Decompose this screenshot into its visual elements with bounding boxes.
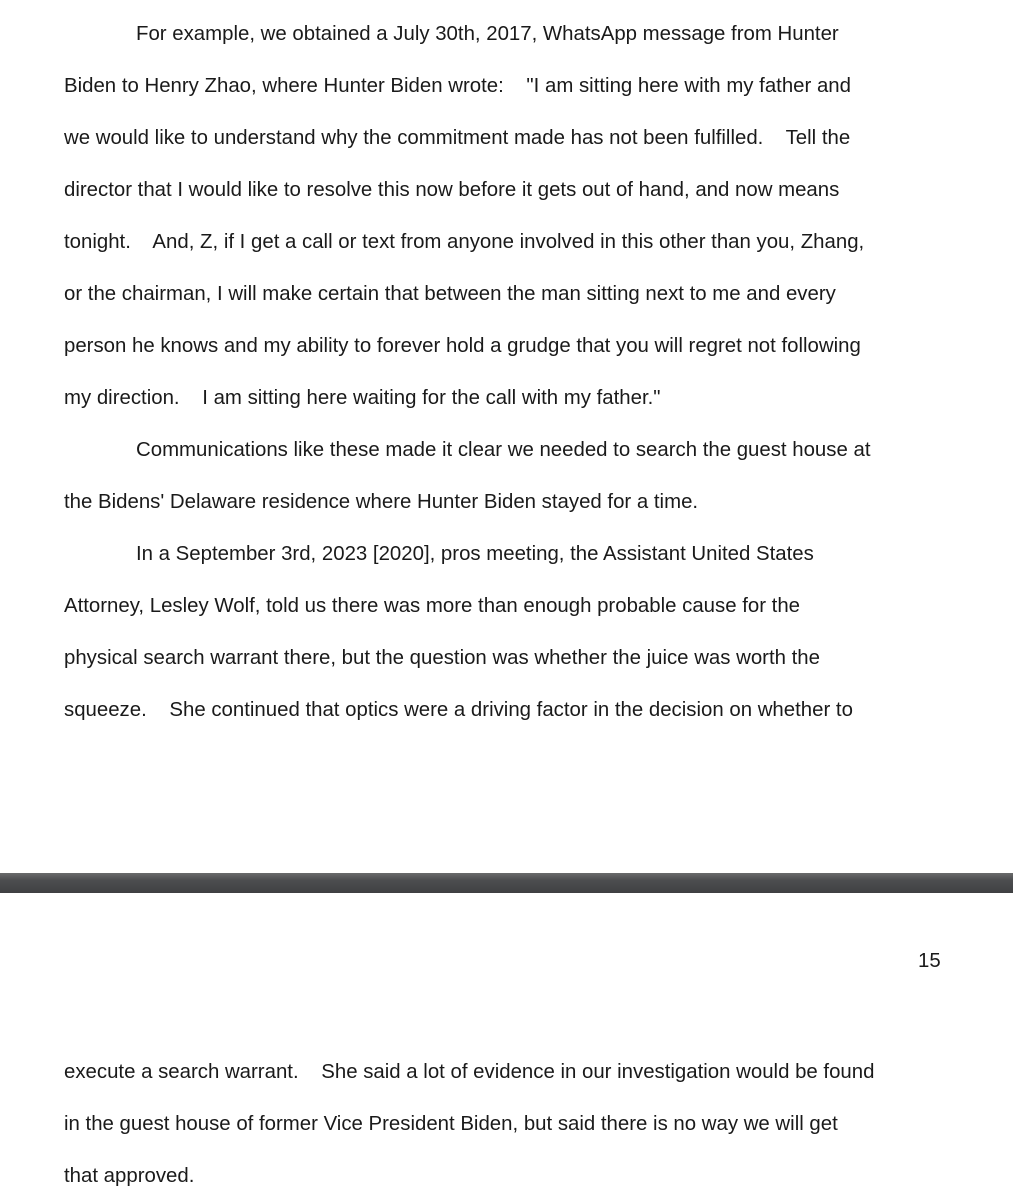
text-line: squeeze. She continued that optics were a driving factor in the decision on whether to [64,699,853,721]
document-page-lower [0,893,1013,1200]
text-line: Attorney, Lesley Wolf, told us there was more than enough probable cause for the [64,595,801,617]
text-line: that approved. [64,1165,195,1187]
page-number: 15 [918,950,941,972]
text-line: Biden to Henry Zhao, where Hunter Biden wrote: "I am sitting here with my father and [64,75,851,97]
page-break-divider [0,873,1013,893]
text-line: tonight. And, Z, if I get a call or text from anyone involved in this other than you, Zhang, [64,231,865,253]
text-line: we would like to understand why the commitment made has not been fulfilled. Tell the [64,127,851,149]
text-line: my direction. I am sitting here waiting for the call with my father." [64,387,661,409]
text-line: the Bidens' Delaware residence where Hunter Biden stayed for a time. [64,491,699,513]
text-line: For example, we obtained a July 30th, 2017, WhatsApp message from Hunter [136,23,839,45]
text-line: Communications like these made it clear we needed to search the guest house at [136,439,871,461]
text-line: or the chairman, I will make certain that between the man sitting next to me and every [64,283,836,305]
text-line: physical search warrant there, but the question was whether the juice was worth the [64,647,820,669]
text-line: In a September 3rd, 2023 [2020], pros meeting, the Assistant United States [136,543,814,565]
text-line: execute a search warrant. She said a lot of evidence in our investigation would be found [64,1061,875,1083]
text-line: in the guest house of former Vice President Biden, but said there is no way we will get [64,1113,838,1135]
text-line: director that I would like to resolve this now before it gets out of hand, and now means [64,179,840,201]
text-line: person he knows and my ability to forever hold a grudge that you will regret not following [64,335,861,357]
